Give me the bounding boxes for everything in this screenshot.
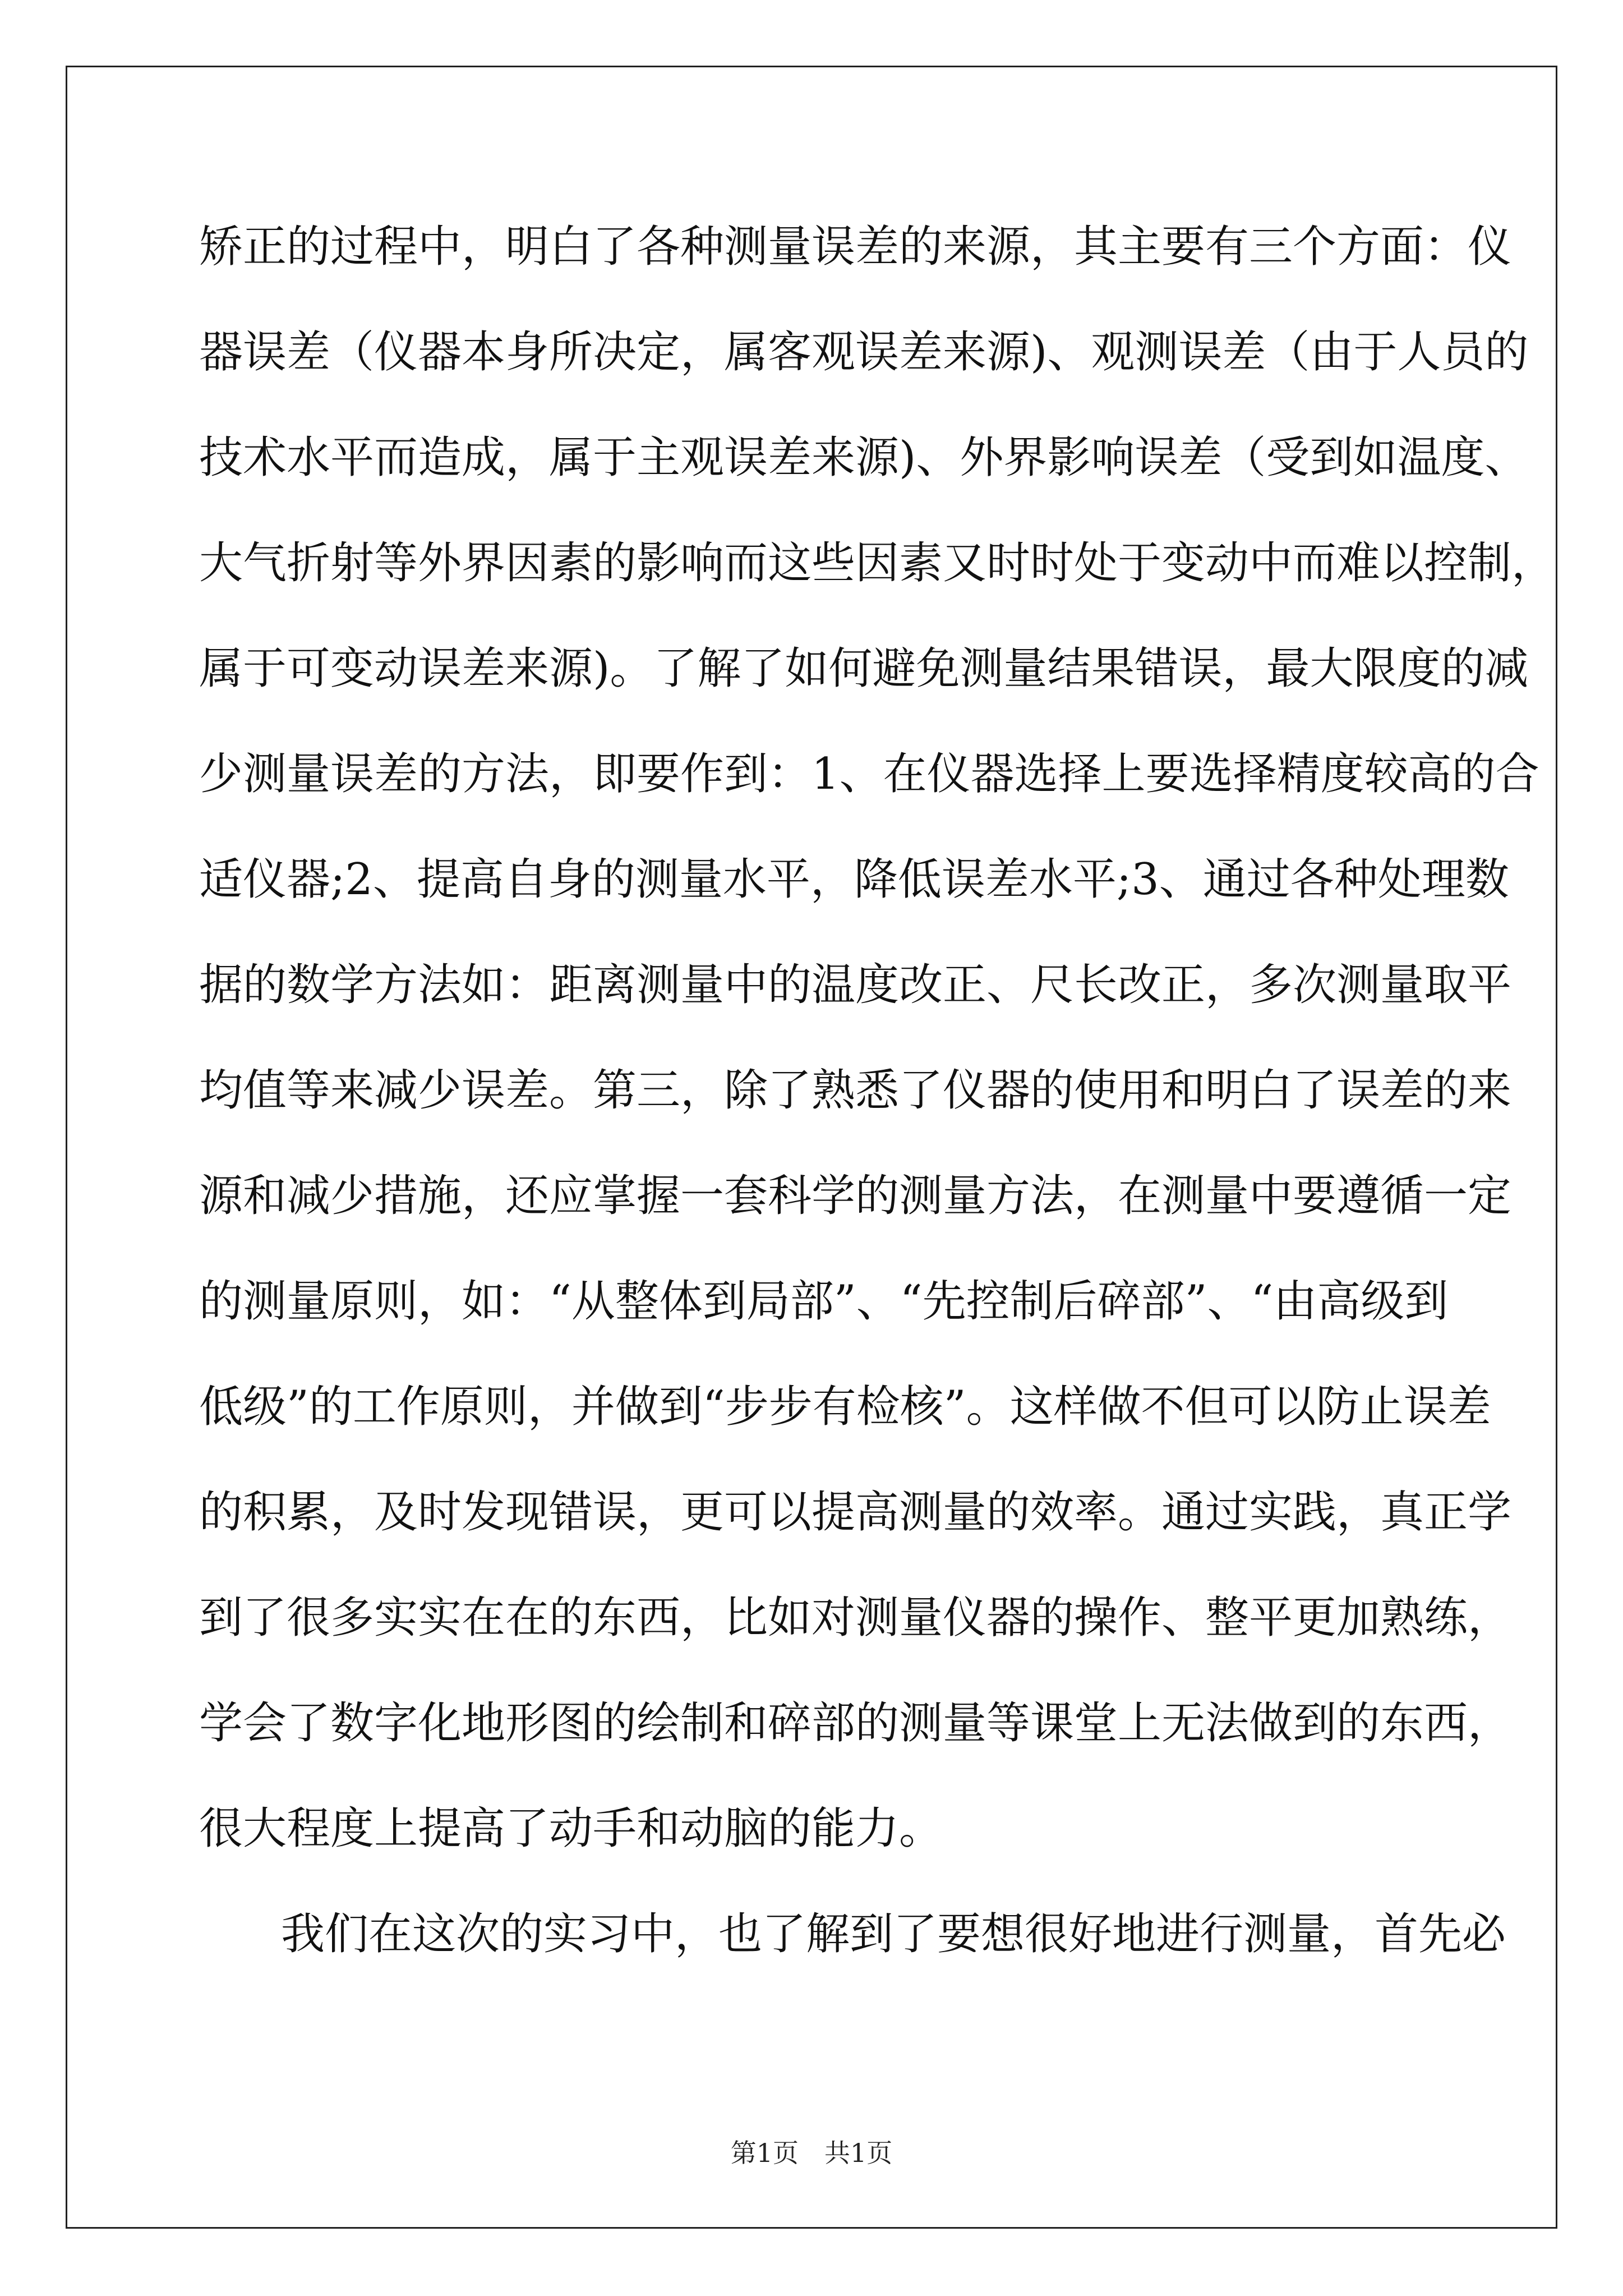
text-line: 均值等来减少误差。第三，除了熟悉了仪器的使用和明白了误差的来 bbox=[199, 1065, 1512, 1116]
text-line: 技术水平而造成，属于主观误差来源)、外界影响误差（受到如温度、 bbox=[199, 432, 1529, 483]
text-line: 低级”的工作原则，并做到“步步有检核”。这样做不但可以防止误差 bbox=[199, 1382, 1491, 1432]
page-footer: 第1页 共1页 bbox=[730, 2138, 893, 2168]
text-line: 适仪器;2、提高自身的测量水平，降低误差水平;3、通过各种处理数 bbox=[199, 854, 1509, 905]
text-line: 源和减少措施，还应掌握一套科学的测量方法，在测量中要遵循一定 bbox=[199, 1171, 1512, 1221]
text-line: 很大程度上提高了动手和动脑的能力。 bbox=[199, 1803, 943, 1854]
text-line: 据的数学方法如：距离测量中的温度改正、尺长改正，多次测量取平 bbox=[199, 960, 1512, 1010]
text-line-indented: 我们在这次的实习中，也了解到了要想很好地进行测量，首先必 bbox=[281, 1909, 1506, 1959]
text-line: 矫正的过程中，明白了各种测量误差的来源，其主要有三个方面：仪 bbox=[199, 222, 1512, 272]
text-line: 的积累，及时发现错误，更可以提高测量的效率。通过实践，真正学 bbox=[199, 1487, 1512, 1538]
text-line: 到了很多实实在在的东西，比如对测量仪器的操作、整平更加熟练， bbox=[199, 1593, 1512, 1643]
text-line: 的测量原则，如：“从整体到局部”、“先控制后碎部”、“由高级到 bbox=[199, 1276, 1449, 1327]
text-line: 器误差（仪器本身所决定，属客观误差来源)、观测误差（由于人员的 bbox=[199, 327, 1529, 378]
text-line: 少测量误差的方法，即要作到：1、在仪器选择上要选择精度较高的合 bbox=[199, 749, 1539, 799]
text-line: 属于可变动误差来源)。了解了如何避免测量结果错误，最大限度的减 bbox=[199, 643, 1529, 694]
text-line: 大气折射等外界因素的影响而这些因素又时时处于变动中而难以控制， bbox=[199, 538, 1556, 588]
text-line: 学会了数字化地形图的绘制和碎部的测量等课堂上无法做到的东西， bbox=[199, 1698, 1512, 1749]
